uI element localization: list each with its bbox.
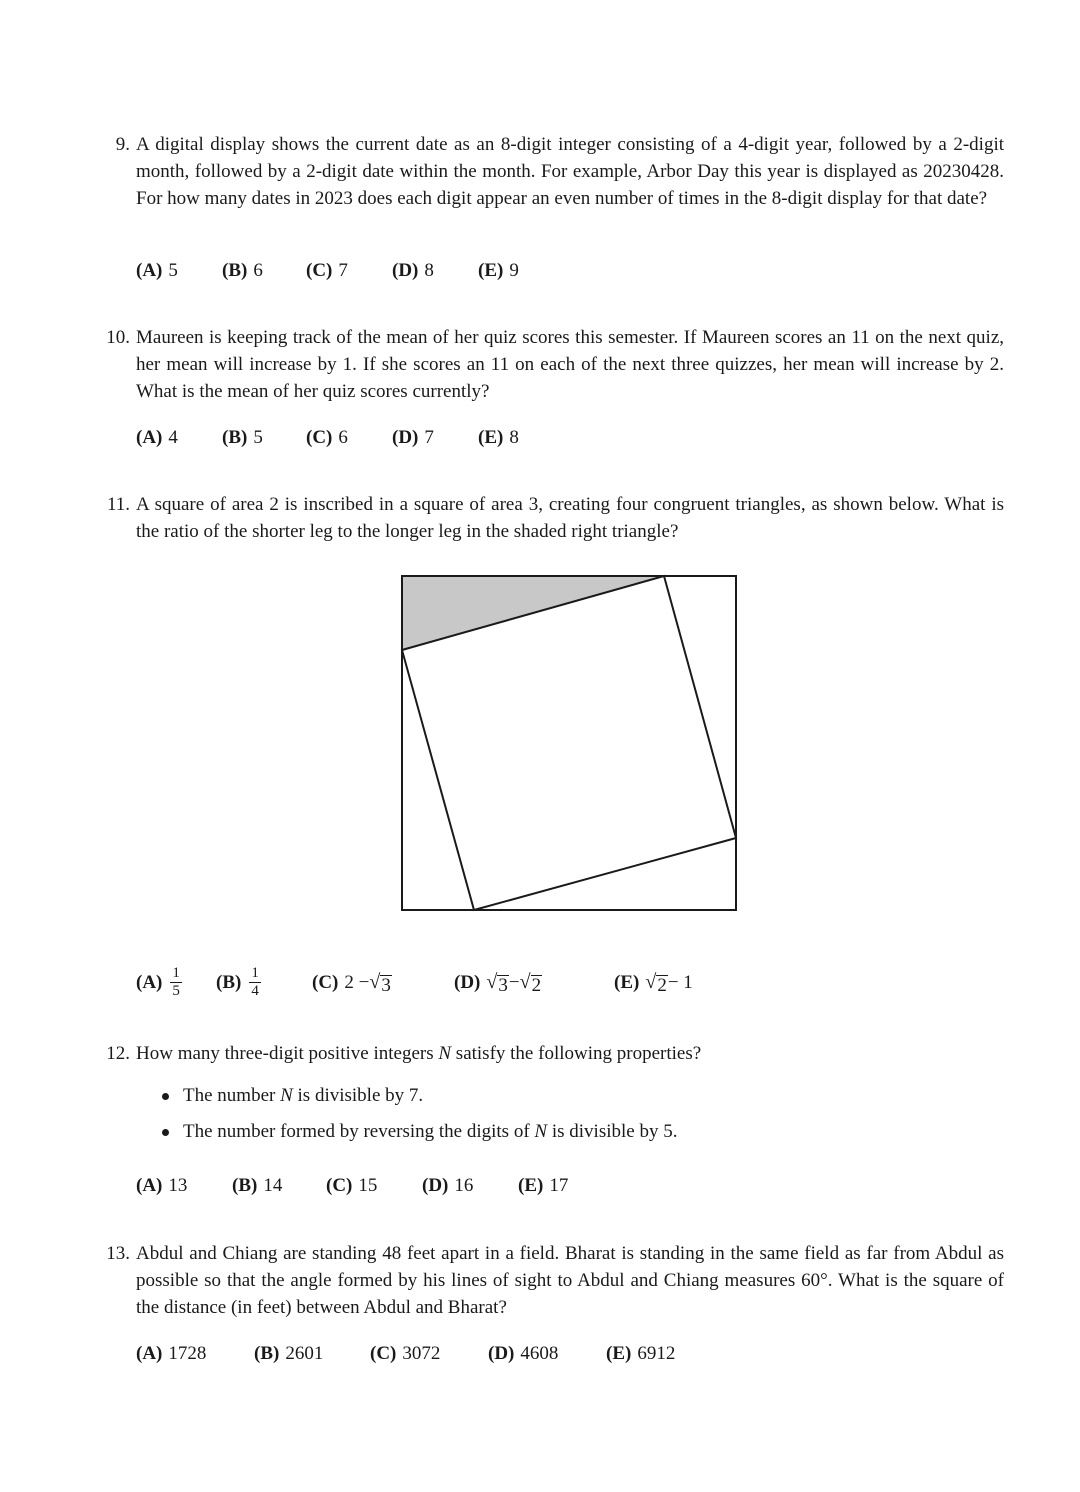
choice-b[interactable]: (B) 2601 — [254, 1343, 324, 1364]
problem-text: A square of area 2 is inscribed in a square of area 3, creating four congruent triangles, as shown below. What is the ratio of the shorter leg to the longer leg in the shaded right triangle? — [136, 494, 1004, 542]
sqrt-symbol: √ 2 — [645, 970, 667, 996]
choice-e[interactable]: (E) 8 — [478, 427, 519, 448]
choice-c[interactable]: (C) 2 − √ 3 — [312, 970, 391, 996]
problem-number: 12. — [106, 1043, 130, 1064]
sqrt-symbol: √ 3 — [369, 970, 391, 996]
choice-e[interactable]: (E) 6912 — [606, 1343, 676, 1364]
list-item: The number N is divisible by 7. — [162, 1078, 677, 1114]
answer-choices — [136, 257, 519, 284]
problem-text: How many three-digit positive integers N satisfy the following properties? — [136, 1043, 702, 1064]
sqrt-symbol: √ 3 — [486, 970, 508, 996]
answer-choices — [136, 1172, 568, 1199]
choice-b[interactable]: (B) 5 — [222, 427, 263, 448]
property-list — [162, 1078, 677, 1150]
choice-e[interactable]: (E) 17 — [518, 1175, 569, 1196]
choice-d[interactable]: (D) 8 — [392, 260, 434, 281]
fraction: $\frac{1}{4}$ — [251, 964, 259, 999]
problem-text: Maureen is keeping track of the mean of her quiz scores this semester. If Maureen scores an 11 on the next quiz, her mean will increase by 1. If she scores an 11 on each of the next three quizzes, her mean will increase by 2. What is the mean of her quiz scores currently? — [136, 327, 1004, 402]
choice-b[interactable]: (B) 14 — [232, 1175, 283, 1196]
choice-a[interactable]: (A) 1728 — [136, 1343, 207, 1364]
problem-text: A digital display shows the current date as an 8-digit integer consisting of a 4-digit year, followed by a 2-digit month, followed by a 2-digit date within the month. For example, Arbor Day this year is displayed as 20230428. For how many dates in 2023 does each digit appear an even number of times in the 8-digit display for that date? — [136, 134, 1004, 209]
answer-choices — [136, 1340, 675, 1367]
answer-choices-11 — [136, 960, 693, 1004]
choice-d[interactable]: (D) 16 — [422, 1175, 474, 1196]
choice-c[interactable]: (C) 7 — [306, 260, 348, 281]
choice-a[interactable]: (A) 13 — [136, 1175, 188, 1196]
list-item: The number formed by reversing the digits of N is divisible by 5. — [162, 1114, 677, 1150]
choice-d[interactable]: (D) 4608 — [488, 1343, 559, 1364]
choice-d[interactable]: (D) 7 — [392, 427, 434, 448]
problem-number: 9. — [115, 134, 130, 155]
choice-b[interactable]: (B) $\frac{1}{4}$ — [216, 964, 259, 999]
inscribed-squares-figure — [400, 574, 740, 914]
problem-number: 10. — [106, 327, 130, 348]
problem-number: 13. — [106, 1243, 130, 1264]
choice-a[interactable]: (A) 5 — [136, 260, 178, 281]
choice-a[interactable]: (A) 4 — [136, 427, 178, 448]
choice-b[interactable]: (B) 6 — [222, 260, 263, 281]
problem-number: 11. — [106, 494, 130, 515]
choice-c[interactable]: (C) 6 — [306, 427, 348, 448]
problem-text: Abdul and Chiang are standing 48 feet apart in a field. Bharat is standing in the same field as far from Abdul as possible so that the angle formed by his lines of sight to Abdul and Chiang measures 60°. What is the square of the distance (in feet) between Abdul and Bharat? — [136, 1243, 1004, 1318]
choice-e[interactable]: (E) √ 2 − 1 — [614, 970, 693, 996]
fraction: $\frac{1}{5}$ — [172, 964, 180, 999]
choice-c[interactable]: (C) 15 — [326, 1175, 378, 1196]
choice-a[interactable]: (A) $\frac{1}{5}$ — [136, 964, 180, 999]
choice-e[interactable]: (E) 9 — [478, 260, 519, 281]
choice-c[interactable]: (C) 3072 — [370, 1343, 441, 1364]
sqrt-symbol: √ 2 — [519, 970, 542, 996]
answer-choices — [136, 424, 519, 451]
choice-d[interactable]: (D) √ 3 − √ 2 — [454, 970, 542, 996]
